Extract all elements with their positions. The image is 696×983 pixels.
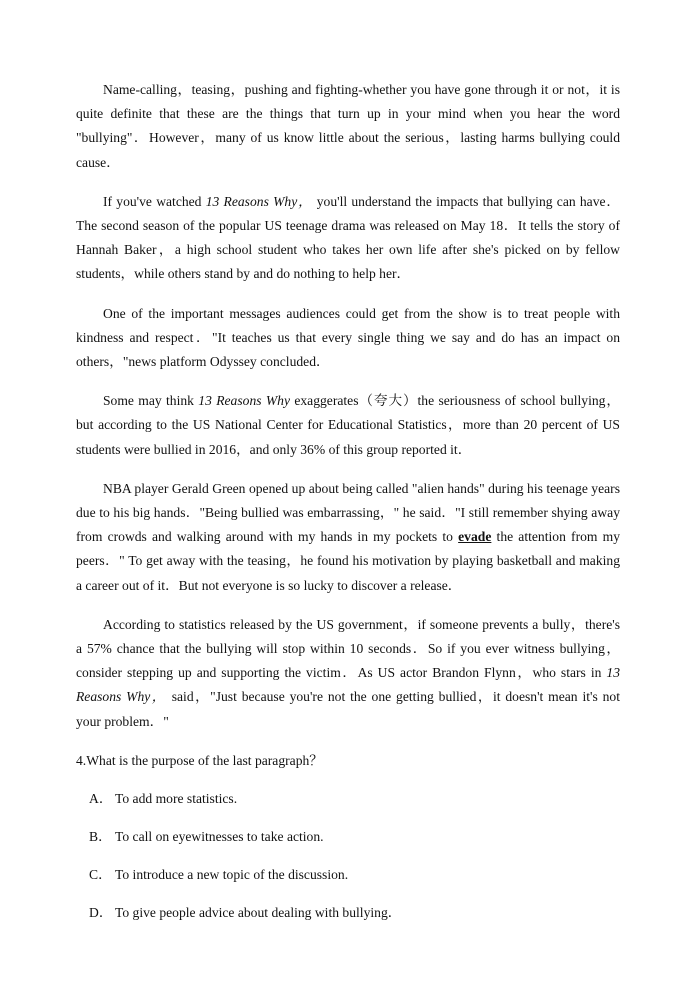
option-letter: B． — [89, 828, 112, 844]
option-letter: D． — [89, 904, 113, 920]
question-stem: 4.What is the purpose of the last paragraph？ — [76, 752, 323, 768]
p2-text-before: If you've watched — [103, 193, 206, 209]
p4-text-before: Some may think — [103, 393, 199, 409]
p4-text-after: exaggerates（夸大）the seriousness of school bullying，but according to the US National Center for Educational Statistics，more than 20 percent of US students were bullied in 2016，and only 36% of this group reported it． — [76, 393, 620, 457]
passage-paragraph-5 — [76, 477, 620, 598]
passage-paragraph-1 — [76, 78, 620, 175]
show-title: 13 Reasons Why — [198, 393, 291, 409]
option-c[interactable] — [89, 863, 620, 887]
p3-text: One of the important messages audiences could get from the show is to treat people with kindness and respect．"It teaches us that every single thing we say and do has an impact on others，"news platform Odyssey concluded． — [76, 305, 620, 370]
passage-paragraph-3 — [76, 302, 620, 375]
passage-paragraph-2 — [76, 190, 620, 287]
option-text: To call on eyewitnesses to take action. — [115, 828, 324, 844]
option-text: To introduce a new topic of the discussion. — [115, 866, 349, 882]
p1-text: Name-calling，teasing，pushing and fighting-whether you have gone through it or not，it is quite definite that these are the things that turn up in your mind when you hear the word "bullying"．However，many of us know little about the serious，lasting harms bullying could cause． — [76, 82, 620, 170]
p2-text-after: you'll understand the impacts that bullying can have．The second season of the popular US teenage drama was released on May 18．It tells the story of Hannah Baker，a high school student who takes her own life after she's picked on by fellow students，while others stand by and do nothing to help her． — [76, 193, 620, 282]
option-d[interactable] — [89, 901, 620, 925]
p6-text-after: said，"Just because you're not the one getting bullied，it doesn't mean it's not your problem．" — [76, 689, 620, 729]
p6-text-before: According to statistics released by the US government，if someone prevents a bully，there's a 57% chance that the bullying will stop within 10 seconds．So if you ever witness bullying，consider stepping up and supporting the victim．As US actor Brandon Flynn，who stars in — [76, 616, 620, 681]
option-a[interactable] — [89, 787, 620, 811]
show-title: 13 Reasons Why， — [205, 193, 313, 209]
passage-paragraph-6 — [76, 613, 620, 734]
option-letter: A． — [89, 790, 113, 806]
option-text: To give people advice about dealing with bullying． — [115, 904, 402, 920]
option-letter: C． — [89, 866, 112, 882]
show-title: 13 Reasons Why， — [76, 665, 620, 705]
option-text: To add more statistics. — [115, 790, 238, 806]
p5-text-before: NBA player Gerald Green opened up about being called "alien hands" during his teenage years due to his big hands．"Being bullied was embarrassing，" he said．"I still remember shying away from crowds and walking around with my hands in my pockets to — [76, 480, 620, 545]
p5-text-after: the attention from my peers．" To get away with the teasing，he found his motivation by playing basketball and making a career out of it．But not everyone is so lucky to discover a release． — [76, 529, 621, 593]
passage-paragraph-4 — [76, 389, 620, 462]
keyword-evade: evade — [458, 529, 492, 545]
option-b[interactable] — [89, 825, 620, 849]
